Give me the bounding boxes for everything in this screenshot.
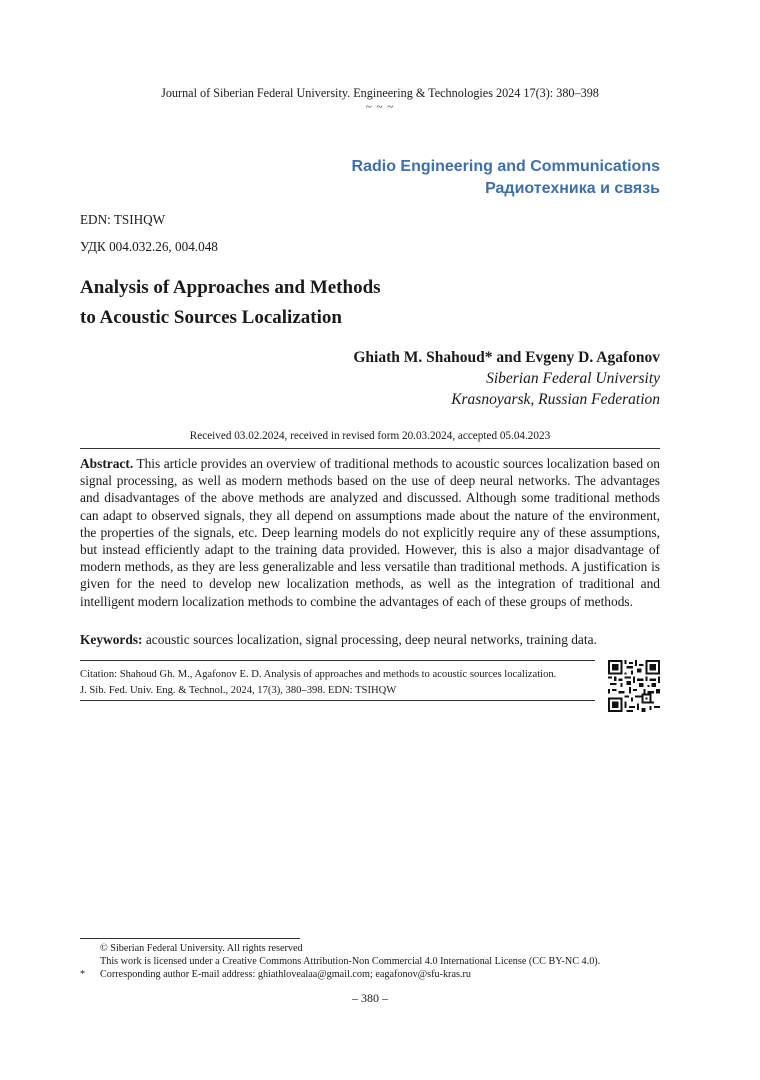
page-number: – 380 – [352, 991, 388, 1005]
footnote-divider [80, 938, 300, 939]
qr-code-icon [608, 660, 660, 712]
footnote-corresponding-text: Corresponding author E-mail address: ghiathlovealaa@gmail.com; eagafonov@sfu-kras.ru [100, 969, 471, 980]
citation-line2: J. Sib. Fed. Univ. Eng. & Technol., 2024, 17(3), 380–398. EDN: TSIHQW [80, 684, 397, 696]
journal-header: Journal of Siberian Federal University. Engineering & Technologies 2024 17(3): 380–398 [161, 86, 599, 100]
footnote-corresponding [80, 968, 471, 981]
author-names: Ghiath M. Shahoud* and Evgeny D. Agafonov [353, 349, 660, 366]
received-dates: Received 03.02.2024, received in revised form 20.03.2024, accepted 05.04.2023 [189, 430, 551, 442]
divider [80, 448, 660, 449]
citation-line1: Citation: Shahoud Gh. M., Agafonov E. D. Analysis of approaches and methods to acoustic sources localization. [80, 669, 557, 680]
section-title-ru: Радиотехника и связь [485, 180, 660, 197]
edn-code: EDN: TSIHQW [80, 212, 166, 227]
paper-title-line2: to Acoustic Sources Localization [80, 307, 342, 328]
footnote-copyright: © Siberian Federal University. All rights reserved [100, 943, 303, 954]
keywords-label: Keywords: [80, 632, 143, 647]
section-title-en: Radio Engineering and Communications [351, 158, 660, 175]
udk-code: УДК 004.032.26, 004.048 [80, 239, 218, 254]
divider [80, 700, 595, 701]
divider [80, 660, 595, 661]
header-separator: ~ ~ ~ [365, 101, 395, 113]
abstract-label: Abstract. [80, 456, 134, 471]
affiliation-university: Siberian Federal University [486, 370, 660, 387]
abstract [80, 455, 660, 610]
keywords [80, 631, 660, 648]
footnote-license: This work is licensed under a Creative Commons Attribution-Non Commercial 4.0 International License (CC BY-NC 4.0). [100, 956, 601, 967]
paper-title-line1: Analysis of Approaches and Methods [80, 277, 381, 298]
affiliation-location: Krasnoyarsk, Russian Federation [451, 391, 660, 408]
abstract-text: This article provides an overview of traditional methods to acoustic sources localization based on signal processing, as well as modern methods based on the use of deep neural networks. The advantages and disadvantages of the above methods are analyzed and discussed. Although some traditional methods can adapt to observed signals, they all depend on assumptions made about the nature of the environment, the properties of the signals, etc. Deep learning models do not explicitly require any of these assumptions, but instead efficiently adapt to the training data provided. However, this is also a major disadvantage of modern methods, as they are less generalizable and less versatile than traditional methods. A justification is given for the need to develop new localization methods, as well as the integration of traditional and intelligent modern localization methods to combine the advantages of each of these groups of methods. [80, 456, 660, 609]
keywords-text: acoustic sources localization, signal processing, deep neural networks, training data. [145, 632, 597, 647]
footnote-star: * [80, 969, 86, 980]
citation [80, 667, 600, 698]
